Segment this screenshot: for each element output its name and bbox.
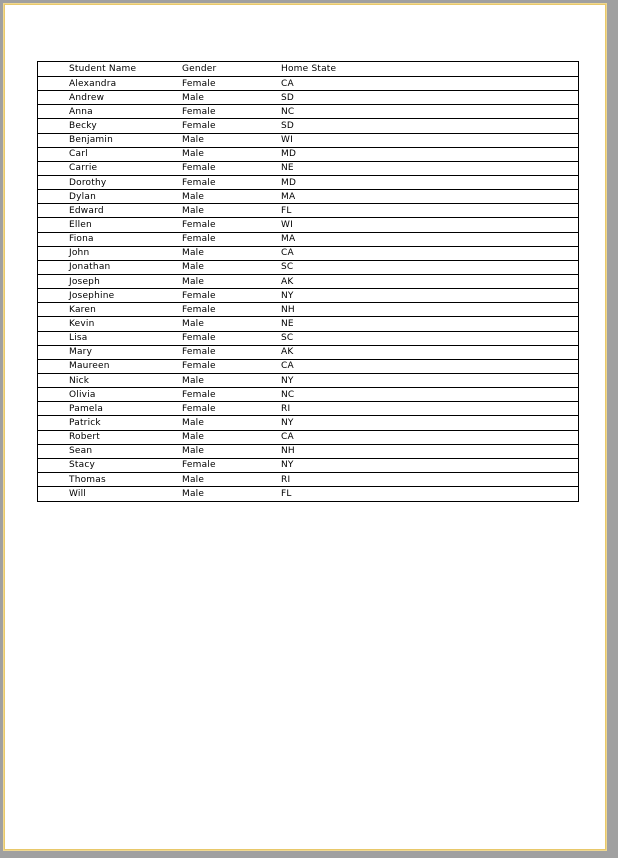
student-name-cell: Olivia bbox=[69, 389, 96, 400]
home-state-cell: MA bbox=[281, 191, 296, 202]
table-row bbox=[38, 162, 578, 176]
home-state-cell: MA bbox=[281, 234, 296, 245]
gender-cell: Male bbox=[182, 135, 205, 146]
table-row bbox=[38, 190, 578, 204]
student-name-cell: Becky bbox=[69, 120, 97, 131]
gender-cell: Female bbox=[182, 219, 216, 230]
gender-cell: Male bbox=[182, 318, 205, 329]
gender-cell: Female bbox=[182, 403, 216, 414]
gender-cell: Female bbox=[182, 304, 216, 315]
home-state-cell: CA bbox=[281, 248, 294, 259]
home-state-cell: NY bbox=[281, 417, 294, 428]
home-state-cell: WI bbox=[281, 135, 293, 146]
table-row bbox=[38, 218, 578, 232]
table-row bbox=[38, 303, 578, 317]
home-state-cell: NC bbox=[281, 106, 295, 117]
gender-cell: Male bbox=[182, 248, 205, 259]
gender-cell: Female bbox=[182, 120, 216, 131]
student-name-cell: Lisa bbox=[69, 333, 88, 344]
table-row bbox=[38, 416, 578, 430]
home-state-cell: CA bbox=[281, 361, 294, 372]
student-name-cell: Karen bbox=[69, 304, 97, 315]
gender-cell: Female bbox=[182, 78, 216, 89]
table-row bbox=[38, 374, 578, 388]
student-name-cell: Dorothy bbox=[69, 177, 107, 188]
home-state-cell: FL bbox=[281, 205, 292, 216]
student-name-cell: Edward bbox=[69, 205, 104, 216]
table-row bbox=[38, 261, 578, 275]
gender-cell: Male bbox=[182, 375, 205, 386]
student-name-cell: Kevin bbox=[69, 318, 95, 329]
student-name-cell: Carl bbox=[69, 149, 88, 160]
table-row bbox=[38, 105, 578, 119]
table-row bbox=[38, 247, 578, 261]
gender-cell: Male bbox=[182, 446, 205, 457]
report-page bbox=[4, 4, 606, 850]
home-state-cell: NH bbox=[281, 304, 295, 315]
student-report-table bbox=[37, 61, 579, 502]
table-row bbox=[38, 388, 578, 402]
gender-cell: Male bbox=[182, 432, 205, 443]
home-state-cell: SD bbox=[281, 120, 295, 131]
home-state-cell: CA bbox=[281, 78, 294, 89]
home-state-cell: NH bbox=[281, 446, 295, 457]
column-header-student-name: Student Name bbox=[69, 64, 137, 74]
table-row bbox=[38, 275, 578, 289]
gender-cell: Male bbox=[182, 149, 205, 160]
student-name-cell: Ellen bbox=[69, 219, 92, 230]
home-state-cell: NY bbox=[281, 290, 294, 301]
table-row bbox=[38, 332, 578, 346]
student-name-cell: Carrie bbox=[69, 163, 98, 174]
gender-cell: Female bbox=[182, 389, 216, 400]
home-state-cell: NY bbox=[281, 460, 294, 471]
student-name-cell: Robert bbox=[69, 432, 101, 443]
student-name-cell: Will bbox=[69, 489, 87, 500]
gender-cell: Female bbox=[182, 460, 216, 471]
table-row bbox=[38, 346, 578, 360]
gender-cell: Female bbox=[182, 234, 216, 245]
gender-cell: Female bbox=[182, 177, 216, 188]
table-row bbox=[38, 77, 578, 91]
table-row bbox=[38, 360, 578, 374]
home-state-cell: NY bbox=[281, 375, 294, 386]
home-state-cell: SC bbox=[281, 333, 294, 344]
student-name-cell: Anna bbox=[69, 106, 93, 117]
student-name-cell: Josephine bbox=[69, 290, 115, 301]
gender-cell: Male bbox=[182, 92, 205, 103]
student-name-cell: John bbox=[69, 248, 90, 259]
table-row bbox=[38, 204, 578, 218]
table-row bbox=[38, 91, 578, 105]
student-name-cell: Nick bbox=[69, 375, 90, 386]
table-row bbox=[38, 289, 578, 303]
gender-cell: Male bbox=[182, 474, 205, 485]
student-name-cell: Mary bbox=[69, 347, 93, 358]
gender-cell: Female bbox=[182, 163, 216, 174]
student-name-cell: Thomas bbox=[69, 474, 106, 485]
student-name-cell: Maureen bbox=[69, 361, 110, 372]
column-header-home-state: Home State bbox=[281, 64, 337, 74]
gender-cell: Female bbox=[182, 333, 216, 344]
home-state-cell: NE bbox=[281, 318, 294, 329]
student-name-cell: Alexandra bbox=[69, 78, 117, 89]
student-name-cell: Benjamin bbox=[69, 135, 114, 146]
gender-cell: Female bbox=[182, 106, 216, 117]
home-state-cell: SD bbox=[281, 92, 295, 103]
gender-cell: Female bbox=[182, 361, 216, 372]
gender-cell: Male bbox=[182, 262, 205, 273]
gender-cell: Female bbox=[182, 347, 216, 358]
student-name-cell: Fiona bbox=[69, 234, 94, 245]
table-row bbox=[38, 176, 578, 190]
table-row bbox=[38, 134, 578, 148]
table-row bbox=[38, 459, 578, 473]
gender-cell: Male bbox=[182, 489, 205, 500]
student-name-cell: Andrew bbox=[69, 92, 105, 103]
student-name-cell: Pamela bbox=[69, 403, 104, 414]
student-name-cell: Jonathan bbox=[69, 262, 111, 273]
table-row bbox=[38, 119, 578, 133]
gender-cell: Male bbox=[182, 276, 205, 287]
home-state-cell: AK bbox=[281, 347, 294, 358]
home-state-cell: MD bbox=[281, 149, 297, 160]
gender-cell: Male bbox=[182, 191, 205, 202]
table-row bbox=[38, 473, 578, 487]
student-name-cell: Sean bbox=[69, 446, 93, 457]
table-row bbox=[38, 233, 578, 247]
home-state-cell: CA bbox=[281, 432, 294, 443]
table-row bbox=[38, 487, 578, 501]
student-name-cell: Patrick bbox=[69, 417, 101, 428]
table-header-row bbox=[38, 62, 578, 77]
gender-cell: Male bbox=[182, 205, 205, 216]
home-state-cell: AK bbox=[281, 276, 294, 287]
column-header-gender: Gender bbox=[182, 64, 217, 74]
gender-cell: Female bbox=[182, 290, 216, 301]
gender-cell: Male bbox=[182, 417, 205, 428]
home-state-cell: SC bbox=[281, 262, 294, 273]
home-state-cell: WI bbox=[281, 219, 293, 230]
student-name-cell: Joseph bbox=[69, 276, 101, 287]
home-state-cell: RI bbox=[281, 474, 291, 485]
home-state-cell: FL bbox=[281, 489, 292, 500]
home-state-cell: NC bbox=[281, 389, 295, 400]
table-row bbox=[38, 402, 578, 416]
table-row bbox=[38, 317, 578, 331]
table-row bbox=[38, 431, 578, 445]
home-state-cell: MD bbox=[281, 177, 297, 188]
student-name-cell: Stacy bbox=[69, 460, 96, 471]
table-row bbox=[38, 148, 578, 162]
home-state-cell: RI bbox=[281, 403, 291, 414]
home-state-cell: NE bbox=[281, 163, 294, 174]
student-name-cell: Dylan bbox=[69, 191, 96, 202]
table-row bbox=[38, 445, 578, 459]
